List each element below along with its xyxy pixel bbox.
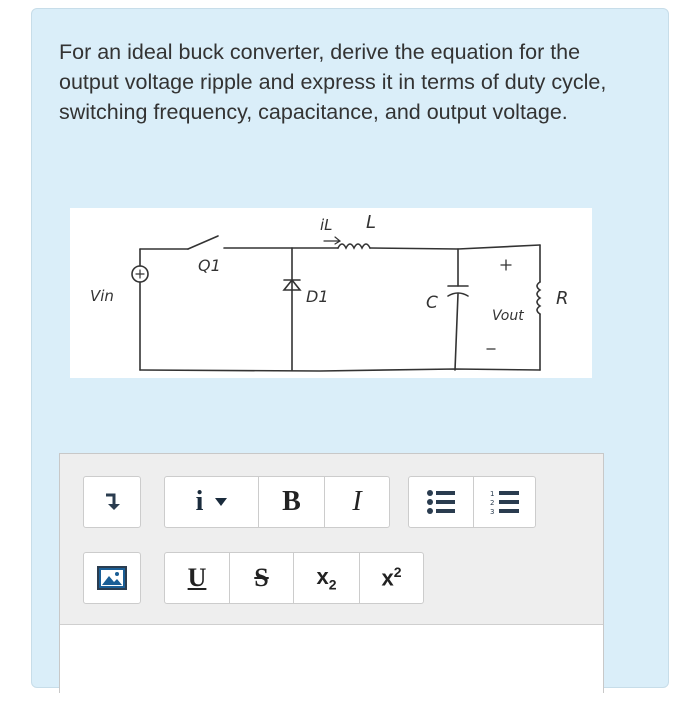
question-card (31, 8, 669, 688)
info-dropdown-button[interactable] (165, 477, 258, 527)
bold-label: B (282, 486, 301, 517)
italic-label: I (352, 486, 362, 517)
strikethrough-label: S (254, 563, 269, 592)
circuit-diagram (70, 208, 592, 378)
question-text: For an ideal buck converter, derive the equation for the output voltage ripple and express it in terms of duty cycle, switching frequency, capacitance, and output voltage. (59, 40, 607, 124)
bullet-list-icon (426, 489, 456, 515)
svg-text:2: 2 (489, 499, 494, 507)
bold-button[interactable] (258, 477, 324, 527)
arrow-down-icon (84, 477, 140, 527)
format-toolbar-group (164, 476, 390, 528)
superscript-label: $x^2$ (381, 564, 402, 591)
label-c: C (426, 293, 438, 313)
label-r: R (556, 288, 569, 309)
superscript-button[interactable] (359, 553, 423, 603)
insert-image-button[interactable] (83, 552, 141, 604)
answer-text-area[interactable] (60, 624, 603, 705)
bullet-list-button[interactable] (409, 477, 473, 527)
image-icon (84, 553, 140, 603)
italic-button[interactable] (324, 477, 389, 527)
numbered-list-icon (490, 488, 520, 516)
svg-text:3: 3 (489, 508, 494, 516)
label-vin: Vin (90, 287, 114, 305)
list-toolbar-group (408, 476, 536, 528)
subscript-label: $x_2$ (316, 563, 337, 593)
underline-label: U (187, 563, 207, 592)
label-il: iL (320, 216, 333, 234)
label-d1: D1 (306, 287, 329, 306)
indent-button[interactable] (83, 476, 141, 528)
label-l: L (366, 212, 377, 233)
strikethrough-button[interactable] (229, 553, 293, 603)
circuit-drawing (70, 208, 592, 378)
chevron-down-icon (215, 498, 227, 506)
numbered-list-button[interactable] (473, 477, 535, 527)
underline-button[interactable] (165, 553, 229, 603)
subscript-button[interactable] (293, 553, 359, 603)
svg-text:1: 1 (489, 490, 494, 498)
info-icon: i (195, 486, 204, 517)
text-style-toolbar-group (164, 552, 424, 604)
label-q1: Q1 (198, 256, 221, 275)
label-vout: Vout (492, 308, 524, 324)
answer-editor (59, 453, 604, 693)
